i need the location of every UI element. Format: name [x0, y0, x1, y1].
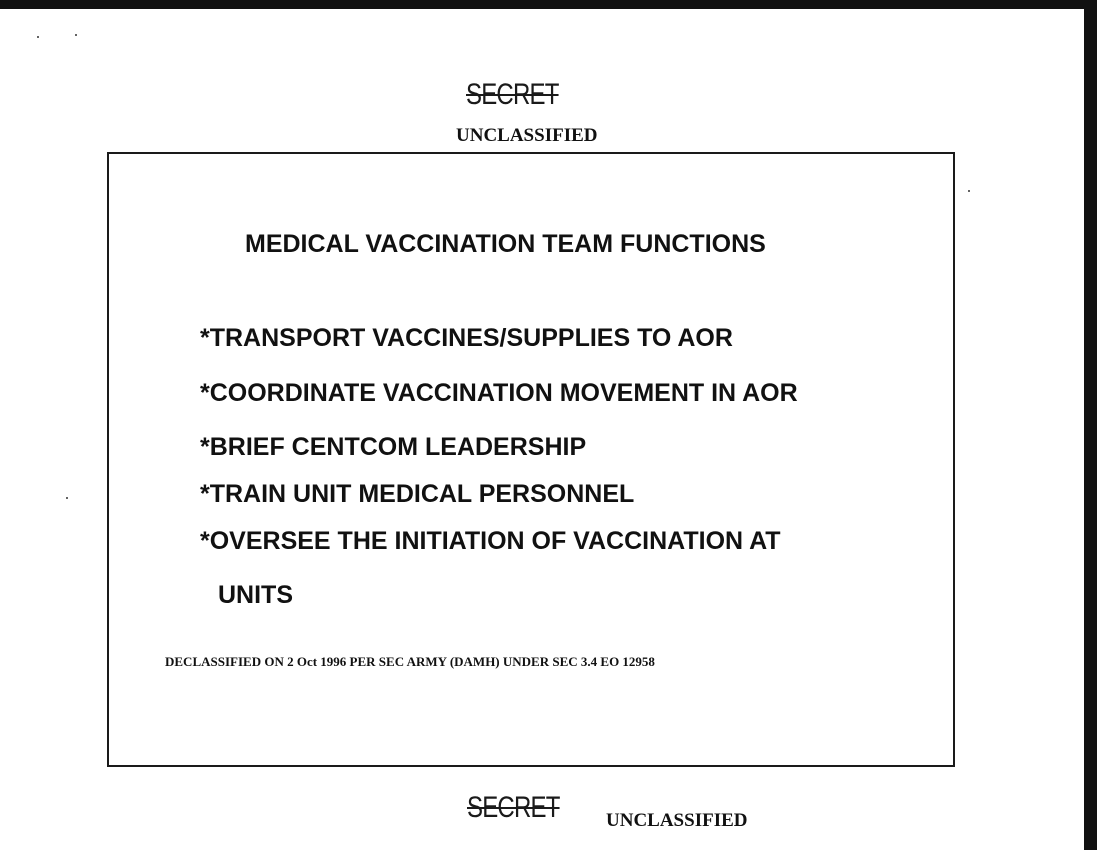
- function-item: *BRIEF CENTCOM LEADERSHIP: [200, 433, 587, 461]
- function-item: *TRANSPORT VACCINES/SUPPLIES TO AOR: [200, 324, 733, 352]
- scan-speck: [66, 497, 68, 499]
- classification-label-bottom: UNCLASSIFIED: [606, 810, 748, 831]
- struck-secret-marking-top: SECRET: [466, 78, 559, 111]
- function-item: *COORDINATE VACCINATION MOVEMENT IN AOR: [200, 379, 798, 407]
- function-item: *TRAIN UNIT MEDICAL PERSONNEL: [200, 480, 635, 508]
- scan-speck: [968, 190, 970, 192]
- slide-title: MEDICAL VACCINATION TEAM FUNCTIONS: [245, 230, 766, 258]
- scan-speck: [75, 34, 77, 36]
- classification-label-top: UNCLASSIFIED: [456, 125, 598, 146]
- declassification-note: DECLASSIFIED ON 2 Oct 1996 PER SEC ARMY (DAMH) UNDER SEC 3.4 EO 12958: [165, 654, 655, 669]
- scan-speck: [37, 36, 39, 38]
- scan-right-edge: [1084, 0, 1097, 850]
- struck-secret-marking-bottom: SECRET: [467, 791, 560, 824]
- function-item: *OVERSEE THE INITIATION OF VACCINATION AT: [200, 527, 781, 555]
- function-item-continuation: UNITS: [218, 581, 293, 609]
- scan-top-edge: [0, 0, 1097, 9]
